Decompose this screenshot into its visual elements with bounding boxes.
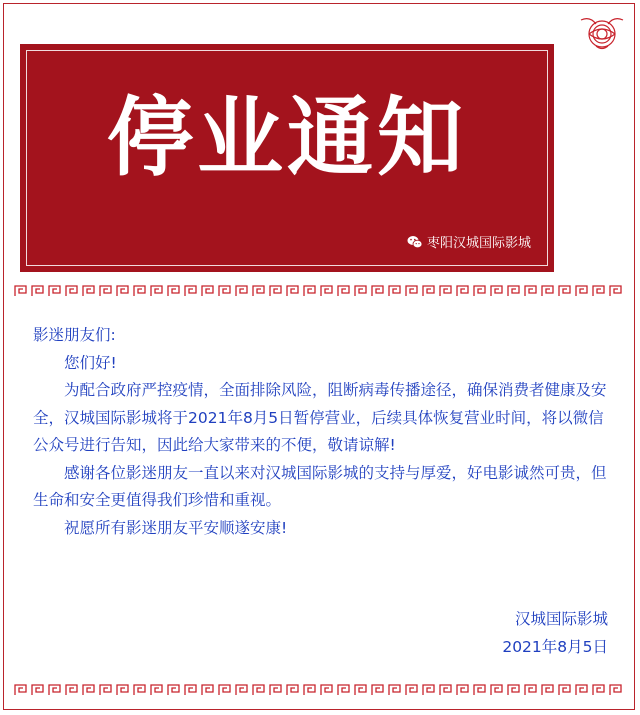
banner-inner-border [26, 50, 548, 266]
title-banner [20, 44, 554, 272]
source-name: 枣阳汉城国际影城 [426, 236, 531, 251]
paragraph-closure: 为配合政府严控疫情，全面排除风险，阻断病毒传播途径，确保消费者健康及安全，汉城国际影城将于2021年8月5日暂停营业，后续具体恢复营业时间，将以微信公众号进行告知，因此给大家带来的不便，敬请谅解! [33, 381, 607, 454]
signature-date: 2021年8月5日 [502, 638, 608, 656]
signature-org: 汉城国际影城 [514, 610, 608, 628]
wechat-icon [407, 235, 423, 249]
source-credit [407, 232, 531, 251]
salutation: 影迷朋友们: [33, 326, 116, 344]
greeting: 您们好! [64, 353, 117, 372]
paragraph-wishes: 祝愿所有影迷朋友平安顺遂安康! [64, 518, 288, 537]
knot-ornament-icon [578, 12, 626, 52]
top-fret-border [14, 284, 626, 298]
notice-letter [33, 322, 613, 542]
bottom-fret-border [14, 683, 626, 697]
notice-title: 停业通知 [107, 87, 467, 188]
paragraph-thanks: 感谢各位影迷朋友一直以来对汉城国际影城的支持与厚爱，好电影诚然可贵，但生命和安全更值得我们珍惜和重视。 [33, 463, 607, 509]
